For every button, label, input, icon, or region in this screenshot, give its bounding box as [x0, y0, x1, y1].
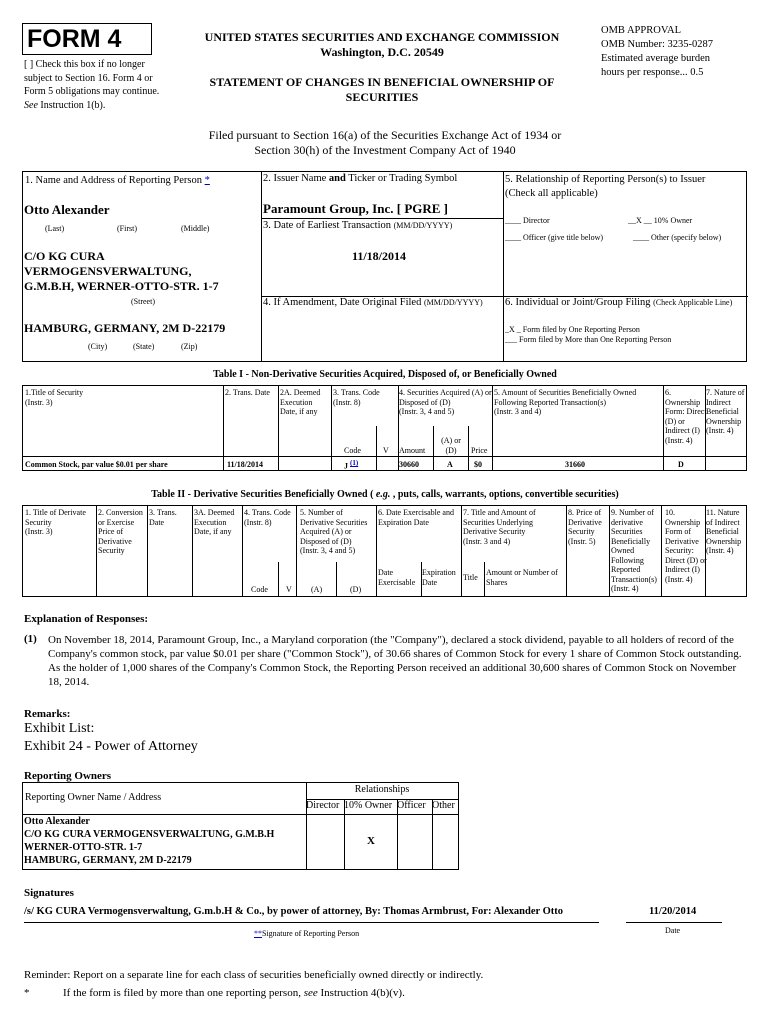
omb-number: OMB Number: 3235-0287 [601, 39, 713, 50]
t2-h4: 4. Trans. Code (Instr. 8) [244, 508, 291, 527]
agency-header [160, 30, 604, 105]
t1-row-owned: 31660 [565, 460, 585, 469]
box5-label: 5. Relationship of Reporting Person(s) to Issuer (Check all applicable) [505, 174, 706, 199]
agency-line1: UNITED STATES SECURITIES AND EXCHANGE COMMISSION [204, 30, 560, 44]
t2-sub-date-ex: Date Exercisable [378, 568, 416, 587]
owners-col-name: Reporting Owner Name / Address [25, 792, 162, 803]
t1-sub-v: V [383, 446, 389, 455]
statement-line1: STATEMENT OF CHANGES IN BENEFICIAL OWNERSHIP OF [209, 75, 555, 89]
star-marker: * [24, 987, 30, 999]
t2-h3: 3. Trans. Date [149, 508, 177, 527]
t1-row-aord: A [447, 460, 453, 469]
t2-h2: 2. Conversion or Exercise Price of Derivative Security [98, 508, 143, 555]
t1-h6: 6. Ownership Form: Direct (D) or Indirect (I) (Instr. 4) [665, 388, 707, 445]
t2-h10: 10. Ownership Form of Derivative Security: Direct (D) or Indirect (I) (Instr. 4) [665, 508, 707, 584]
reporting-person-city: HAMBURG, GERMANY, 2M D-22179 [24, 321, 226, 335]
t1-h2: 2. Trans. Date [225, 388, 270, 397]
middle-label: (Middle) [181, 224, 210, 233]
check-box-see: See [24, 99, 38, 111]
remarks-line1: Exhibit List: [24, 721, 95, 736]
signature-text: /s/ KG CURA Vermogensverwaltung, G.m.b.H & Co., by power of attorney, By: Thomas Armbrust, For: Alexander Otto [24, 906, 563, 917]
issuer-name: Paramount Group, Inc. [ PGRE ] [263, 201, 449, 216]
box6-label: 6. Individual or Joint/Group Filing (Check Applicable Line) [505, 297, 733, 308]
signature-footnote-link[interactable]: ** [254, 929, 262, 938]
t2-h9: 9. Number of derivative Securities Beneficially Owned Following Reported Transaction(s) (Instr. 4) [611, 508, 657, 593]
t2-h1: 1. Title of Derivate Security (Instr. 3) [25, 508, 86, 536]
director-option: ____ Director [505, 216, 550, 225]
omb-burden2: hours per response... 0.5 [601, 67, 704, 78]
explanation-heading: Explanation of Responses: [24, 613, 149, 625]
t1-sub-price: Price [471, 446, 488, 455]
signatures-heading: Signatures [24, 887, 74, 899]
signature-date: 11/20/2014 [649, 906, 697, 917]
box2-label: 2. Issuer Name and Ticker or Trading Symbol [263, 173, 458, 184]
star-footnote-link[interactable]: * [204, 175, 210, 186]
agency-line2: Washington, D.C. 20549 [320, 45, 444, 59]
filed-line2: Section 30(h) of the Investment Company Act of 1940 [254, 143, 516, 157]
box1-label: 1. Name and Address of Reporting Person * [25, 175, 210, 186]
footnote-1-link[interactable]: (1) [350, 459, 359, 467]
table2-title: Table II - Derivative Securities Beneficially Owned ( e.g. , puts, calls, warrants, options, convertible securities) [151, 489, 619, 500]
date-line [626, 922, 722, 923]
explanation-number: (1) [24, 633, 37, 645]
t2-sub-d: (D) [350, 585, 362, 594]
remarks-body [24, 720, 198, 756]
date-label: Date [665, 926, 681, 935]
t1-row-amount: 30660 [399, 460, 419, 469]
omb-approval: OMB APPROVAL [601, 25, 682, 36]
signature-label: **Signature of Reporting Person [254, 929, 360, 938]
t2-h3a: 3A. Deemed Execution Date, if any [194, 508, 235, 536]
t1-row-code: J (1) [344, 459, 359, 471]
t1-h5: 5. Amount of Securities Beneficially Owned Following Reported Transaction(s) (Instr. 3 and 4) [494, 388, 637, 416]
t2-h5: 5. Number of Derivative Securities Acquired (A) or Disposed of (D) (Instr. 3, 4 and 5) [300, 508, 368, 555]
owners-heading: Reporting Owners [24, 770, 112, 782]
t2-h8: 8. Price of Derivative Security (Instr. 5) [568, 508, 602, 546]
reporting-person-name: Otto Alexander [24, 202, 110, 217]
t1-row-date: 11/18/2014 [227, 460, 264, 469]
remarks-heading: Remarks: [24, 708, 71, 720]
owners-director: Director [306, 800, 340, 811]
t2-sub-exp: Expiration Date [422, 568, 456, 587]
check-box-note [24, 58, 174, 112]
t2-sub-amount: Amount or Number of Shares [486, 568, 558, 587]
reporting-person-street: C/O KG CURA VERMOGENSVERWALTUNG, G.M.B.H, WERNER-OTTO-STR. 1-7 [24, 249, 219, 293]
t1-sub-amount: Amount [399, 446, 426, 455]
earliest-transaction-date: 11/18/2014 [352, 249, 407, 263]
star-note: If the form is filed by more than one reporting person, see Instruction 4(b)(v). [63, 987, 405, 999]
check-box-instr: Instruction 1(b). [40, 99, 106, 111]
owners-officer: Officer [397, 800, 426, 811]
t2-sub-a: (A) [311, 585, 323, 594]
zip-label: (Zip) [181, 342, 198, 351]
street-label: (Street) [131, 297, 155, 306]
owners-ten: 10% Owner [344, 800, 393, 811]
filed-pursuant [0, 128, 770, 158]
t1-row-form: D [678, 460, 684, 469]
owners-relationships: Relationships [354, 784, 410, 795]
first-label: (First) [117, 224, 137, 233]
t2-h11: 11. Nature of Indirect Beneficial Ownership (Instr. 4) [706, 508, 742, 555]
table1-title: Table I - Non-Derivative Securities Acquired, Disposed of, or Beneficially Owned [213, 369, 557, 380]
form-title-box [22, 23, 152, 55]
t1-sub-code: Code [344, 446, 361, 455]
reminder: Reminder: Report on a separate line for each class of securities beneficially owned directly or indirectly. [24, 969, 484, 981]
state-label: (State) [133, 342, 155, 351]
t1-h3: 3. Trans. Code (Instr. 8) [333, 388, 380, 407]
t1-h1: 1.Title of Security (Instr. 3) [25, 388, 84, 407]
t1-row-price: $0 [474, 460, 482, 469]
t2-sub-code: Code [251, 585, 268, 594]
owner-ten-pct-mark: X [367, 835, 375, 847]
officer-option: ____ Officer (give title below) [505, 233, 604, 242]
omb-box [601, 24, 761, 80]
t2-sub-title: Title [463, 573, 478, 582]
t1-h7: 7. Nature of Indirect Beneficial Ownership (Instr. 4) [706, 388, 745, 435]
t1-h4: 4. Securities Acquired (A) or Disposed of (D) (Instr. 3, 4 and 5) [399, 388, 492, 416]
check-box-text: [ ] Check this box if no longer subject to Section 16. Form 4 or Form 5 obligations may continue. [24, 59, 160, 97]
statement-line2: SECURITIES [345, 90, 419, 104]
remarks-line2: Exhibit 24 - Power of Attorney [24, 739, 198, 754]
t1-row-title: Common Stock, par value $0.01 per share [25, 460, 168, 469]
signature-line [24, 922, 599, 923]
other-option: ____ Other (specify below) [633, 233, 722, 242]
t1-sub-aord: (A) or (D) [441, 436, 461, 455]
name-part-labels: (Last) [45, 224, 65, 233]
t1-h2a: 2A. Deemed Execution Date, if any [280, 388, 321, 416]
box3-label: 3. Date of Earliest Transaction (MM/DD/YYYY) [263, 220, 453, 231]
city-label: (City) [88, 342, 108, 351]
one-reporting-person: _X _ Form filed by One Reporting Person [505, 325, 640, 334]
t2-sub-v: V [286, 585, 292, 594]
form-title: FORM 4 [27, 25, 122, 53]
owners-other: Other [432, 800, 455, 811]
t2-h6: 6. Date Exercisable and Expiration Date [378, 508, 454, 527]
explanation-text: On November 18, 2014, Paramount Group, Inc., a Maryland corporation (the "Company"), declared a stock dividend, payable to all holders of record of the Company's common stock, par value $0.01 per share ("Common Stock"), of 30.66 shares of Common Stock for every 1 share of Common Stock outstanding. As the holder of 1,000 shares of the Company's Common Stock, the Reporting Person received an additional 30,600 shares of Common Stock on November 18, 2014. [48, 634, 742, 688]
omb-burden1: Estimated average burden [601, 53, 711, 64]
filed-line1: Filed pursuant to Section 16(a) of the Securities Exchange Act of 1934 or [208, 128, 562, 142]
more-reporting-persons: ___ Form filed by More than One Reporting Person [505, 335, 672, 344]
ten-pct-owner-option: __X __ 10% Owner [628, 216, 693, 225]
box4-label: 4. If Amendment, Date Original Filed (MM/DD/YYYY) [263, 297, 483, 308]
owner-address: Otto Alexander C/O KG CURA VERMOGENSVERWALTUNG, G.M.B.H WERNER-OTTO-STR. 1-7 HAMBURG, GERMANY, 2M D-22179 [24, 816, 275, 866]
t2-h7: 7. Title and Amount of Securities Underlying Derivative Security (Instr. 3 and 4) [463, 508, 536, 546]
